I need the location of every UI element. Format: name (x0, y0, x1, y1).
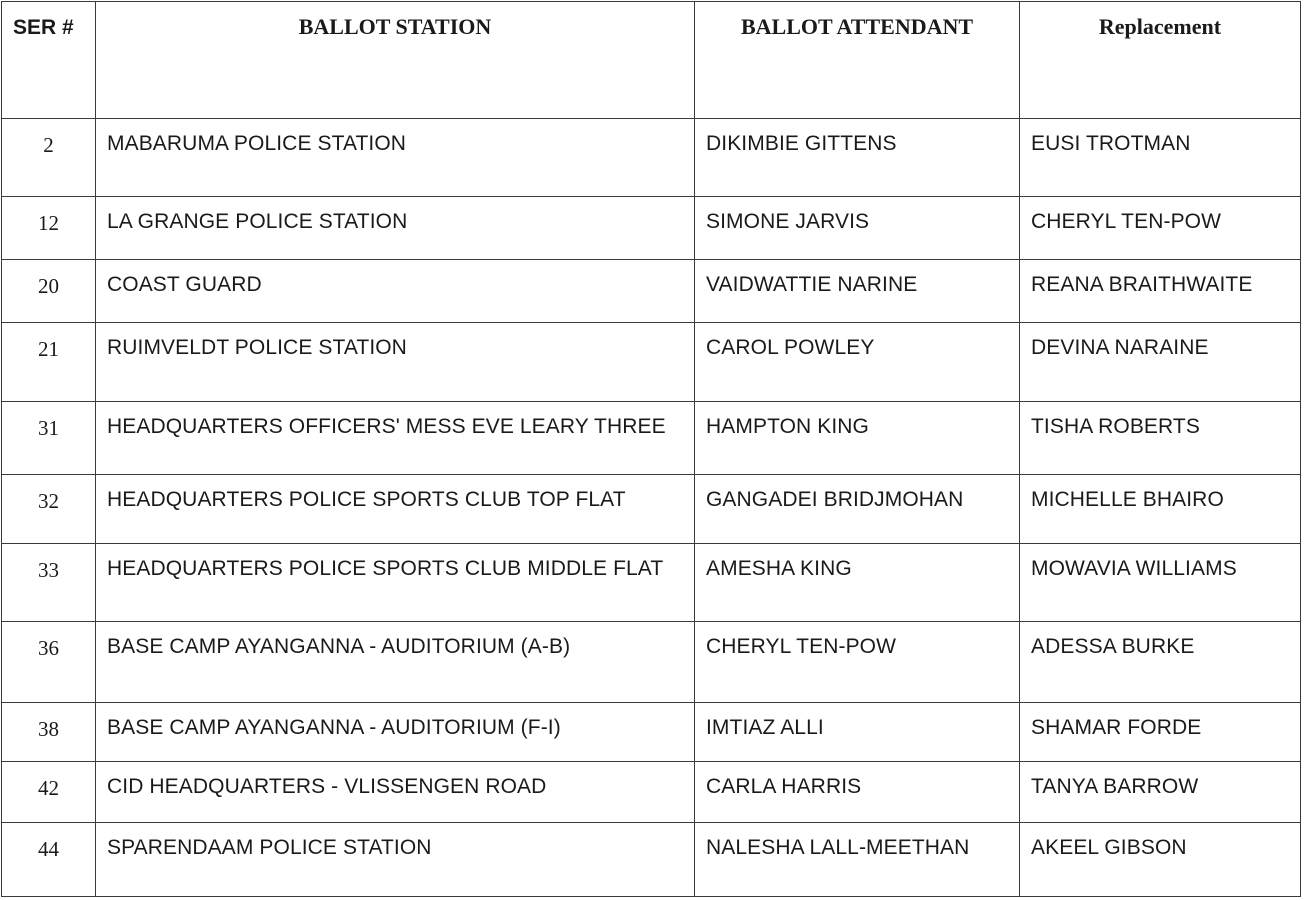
attendant-cell (695, 544, 1020, 622)
attendant-cell (695, 260, 1020, 323)
table-header-row (2, 2, 1301, 119)
replacement-cell (1020, 475, 1301, 544)
ballot-attendant: AMESHA KING (706, 557, 852, 580)
ser-cell (2, 544, 96, 622)
station-cell (96, 475, 695, 544)
station-cell (96, 402, 695, 475)
table-row (2, 762, 1301, 823)
ser-number: 36 (38, 636, 59, 660)
ser-cell (2, 823, 96, 897)
ser-number: 32 (38, 489, 59, 513)
ser-number: 20 (38, 274, 59, 298)
replacement: ADESSA BURKE (1031, 635, 1195, 658)
station-cell (96, 823, 695, 897)
ballot-station: HEADQUARTERS POLICE SPORTS CLUB MIDDLE FLAT (107, 557, 664, 580)
ser-number: 38 (38, 717, 59, 741)
replacement: CHERYL TEN-POW (1031, 210, 1222, 233)
station-cell (96, 323, 695, 402)
replacement: DEVINA NARAINE (1031, 336, 1209, 359)
station-cell (96, 260, 695, 323)
replacement-cell (1020, 260, 1301, 323)
table-row (2, 622, 1301, 703)
ser-number: 31 (38, 416, 59, 440)
attendant-cell (695, 762, 1020, 823)
ballot-attendant: DIKIMBIE GITTENS (706, 132, 897, 155)
replacement: MICHELLE BHAIRO (1031, 488, 1224, 511)
replacement: REANA BRAITHWAITE (1031, 273, 1253, 296)
header-station-cell (96, 2, 695, 119)
table-row (2, 323, 1301, 402)
replacement: TANYA BARROW (1031, 775, 1199, 798)
replacement: EUSI TROTMAN (1031, 132, 1191, 155)
ser-number: 42 (38, 776, 59, 800)
replacement-cell (1020, 197, 1301, 260)
header-replacement: Replacement (1098, 14, 1222, 39)
table-row (2, 475, 1301, 544)
header-replacement-cell (1020, 2, 1301, 119)
attendant-cell (695, 197, 1020, 260)
ballot-attendants-table (1, 1, 1301, 897)
table-row (2, 402, 1301, 475)
attendant-cell (695, 119, 1020, 197)
ballot-attendant: IMTIAZ ALLI (706, 716, 824, 739)
ballot-attendant: NALESHA LALL-MEETHAN (706, 836, 970, 859)
ballot-attendant: CAROL POWLEY (706, 336, 875, 359)
ser-cell (2, 703, 96, 762)
ballot-station: BASE CAMP AYANGANNA - AUDITORIUM (F-I) (107, 716, 561, 739)
table-row (2, 703, 1301, 762)
ballot-attendant: CHERYL TEN-POW (706, 635, 897, 658)
header-ballot-station: BALLOT STATION (298, 14, 492, 39)
replacement: AKEEL GIBSON (1031, 836, 1187, 859)
replacement: TISHA ROBERTS (1031, 415, 1200, 438)
ser-number: 33 (38, 558, 59, 582)
ballot-attendant: HAMPTON KING (706, 415, 869, 438)
ballot-station: LA GRANGE POLICE STATION (107, 210, 408, 233)
ser-cell (2, 260, 96, 323)
attendant-cell (695, 622, 1020, 703)
ser-cell (2, 762, 96, 823)
ballot-attendant: VAIDWATTIE NARINE (706, 273, 918, 296)
station-cell (96, 622, 695, 703)
ballot-station: COAST GUARD (107, 273, 262, 296)
station-cell (96, 119, 695, 197)
ser-cell (2, 402, 96, 475)
attendant-cell (695, 475, 1020, 544)
ballot-attendant: CARLA HARRIS (706, 775, 862, 798)
station-cell (96, 762, 695, 823)
replacement: MOWAVIA WILLIAMS (1031, 557, 1237, 580)
ser-number: 2 (43, 133, 54, 157)
ser-number: 21 (38, 337, 59, 361)
header-ser-cell (2, 2, 96, 119)
station-cell (96, 703, 695, 762)
ser-cell (2, 323, 96, 402)
replacement-cell (1020, 703, 1301, 762)
replacement-cell (1020, 823, 1301, 897)
ballot-station: BASE CAMP AYANGANNA - AUDITORIUM (A-B) (107, 635, 571, 658)
attendant-cell (695, 323, 1020, 402)
table-row (2, 544, 1301, 622)
ser-cell (2, 197, 96, 260)
replacement-cell (1020, 323, 1301, 402)
header-attendant-cell (695, 2, 1020, 119)
replacement: SHAMAR FORDE (1031, 716, 1202, 739)
station-cell (96, 197, 695, 260)
ballot-station: SPARENDAAM POLICE STATION (107, 836, 432, 859)
replacement-cell (1020, 402, 1301, 475)
attendant-cell (695, 703, 1020, 762)
replacement-cell (1020, 544, 1301, 622)
replacement-cell (1020, 622, 1301, 703)
ser-cell (2, 119, 96, 197)
ser-number: 12 (38, 211, 59, 235)
replacement-cell (1020, 762, 1301, 823)
ballot-station: RUIMVELDT POLICE STATION (107, 336, 407, 359)
table-row (2, 197, 1301, 260)
attendant-cell (695, 402, 1020, 475)
ballot-station: MABARUMA POLICE STATION (107, 132, 407, 155)
station-cell (96, 544, 695, 622)
table-row (2, 823, 1301, 897)
ser-number: 44 (38, 837, 59, 861)
ballot-station: CID HEADQUARTERS - VLISSENGEN ROAD (107, 775, 547, 798)
replacement-cell (1020, 119, 1301, 197)
attendant-cell (695, 823, 1020, 897)
table-row (2, 119, 1301, 197)
ballot-attendant: SIMONE JARVIS (706, 210, 870, 233)
ser-cell (2, 622, 96, 703)
ballot-attendant: GANGADEI BRIDJMOHAN (706, 488, 964, 511)
ballot-station: HEADQUARTERS OFFICERS' MESS EVE LEARY THREE (107, 415, 666, 438)
ser-cell (2, 475, 96, 544)
ballot-station: HEADQUARTERS POLICE SPORTS CLUB TOP FLAT (107, 488, 626, 511)
table-row (2, 260, 1301, 323)
header-ser: SER # (13, 16, 74, 39)
header-ballot-attendant: BALLOT ATTENDANT (740, 14, 974, 39)
